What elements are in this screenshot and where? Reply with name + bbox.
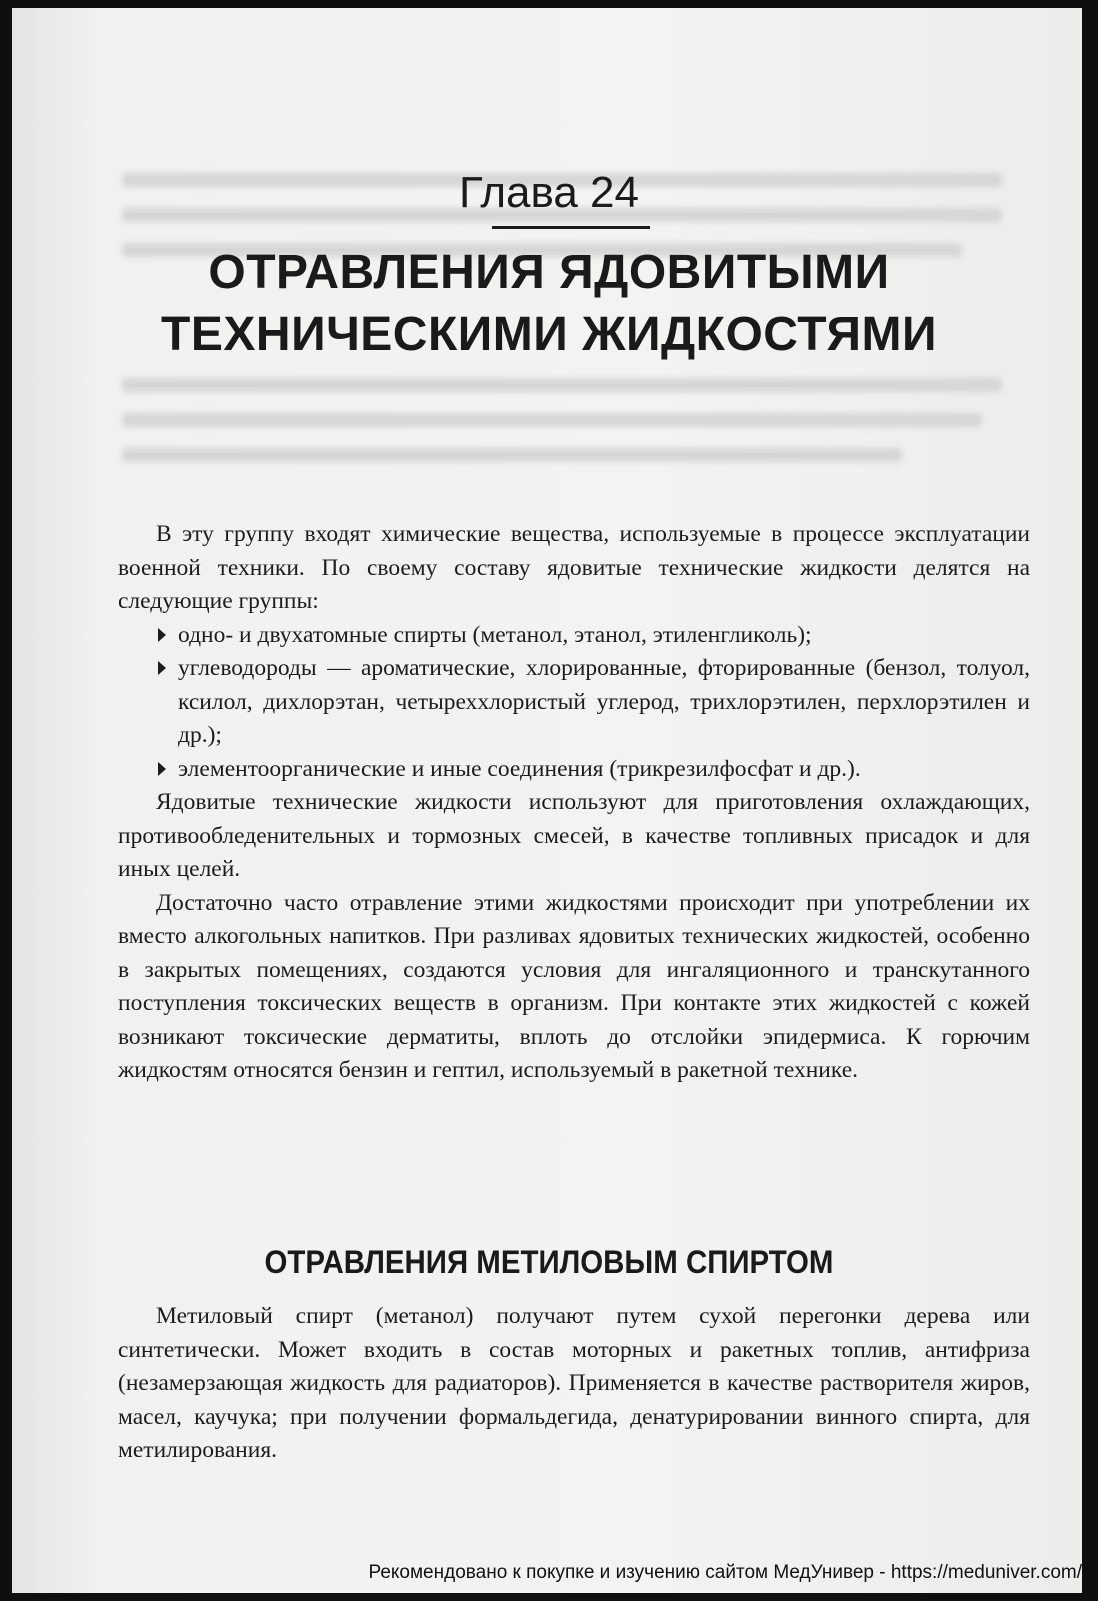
paragraph: Ядовитые технические жидкости используют для приготовления охлаждающих, противообледенительных и тормозных смесей, в качестве топливных присадок и для иных целей. bbox=[118, 789, 1030, 882]
paragraph: Достаточно часто отравление этими жидкостями происходит при употреблении их вместо алкогольных напитков. При разливах ядовитых технических жидкостей, особенно в закрытых помещениях, создаются условия для ингаляционного и транскутанного поступления токсических веществ в организм. При контакте этих жидкостей с кожей возникают токсические дерматиты, вплоть до отслойки эпидермиса. К горючим жидкостям относятся бензин и гептил, используемый в ракетной технике. bbox=[118, 889, 1030, 1083]
bleed-through-line bbox=[122, 413, 982, 427]
list-item-text: углеводороды — ароматические, хлорированные, фторированные (бензол, толуол, ксилол, дихлорэтан, четыреххлористый углерод, трихлорэтилен, перхлорэтилен и др.); bbox=[178, 655, 1030, 748]
chapter-label: Глава 24 bbox=[458, 168, 640, 217]
intro-lead-paragraph: В эту группу входят химические вещества, используемые в процессе эксплуатации военной техники. По своему составу ядовитые технические жидкости делятся на следующие группы: bbox=[118, 521, 1030, 614]
group-list bbox=[118, 619, 1030, 787]
list-item-text: одно- и двухатомные спирты (метанол, этанол, этиленгликоль); bbox=[178, 621, 812, 648]
section-text bbox=[118, 1300, 1030, 1468]
bullet-icon bbox=[158, 628, 166, 642]
chapter-title bbox=[0, 242, 1098, 366]
list-item bbox=[118, 753, 1030, 787]
paragraph: Метиловый спирт (метанол) получают путем сухой перегонки дерева или синтетически. Может входить в состав моторных и ракетных топлив, антифриза (незамерзающая жидкость для радиаторов). Применяется в качестве растворителя жиров, масел, каучука; при получении формальдегида, денатурировании винного спирта, для метилирования. bbox=[118, 1303, 1030, 1463]
section-title: ОТРАВЛЕНИЯ МЕТИЛОВЫМ СПИРТОМ bbox=[264, 1244, 834, 1280]
list-item bbox=[118, 652, 1030, 753]
chapter-title-line-1: ОТРАВЛЕНИЯ ЯДОВИТЫМИ bbox=[208, 246, 890, 299]
intro-text bbox=[118, 518, 1030, 1088]
chapter-underline bbox=[492, 226, 650, 229]
chapter-title-line-2: ТЕХНИЧЕСКИМИ ЖИДКОСТЯМИ bbox=[161, 308, 937, 361]
list-item bbox=[118, 619, 1030, 653]
bullet-icon bbox=[158, 661, 166, 675]
footer-watermark: Рекомендовано к покупке и изучению сайтом МедУнивер - https://meduniver.com/ bbox=[368, 1562, 1082, 1583]
bleed-through-line bbox=[122, 448, 902, 462]
list-item-text: элементоорганические и иные соединения (трикрезилфосфат и др.). bbox=[178, 755, 861, 782]
bleed-through-header bbox=[162, 103, 1042, 123]
bullet-icon bbox=[158, 762, 166, 776]
bleed-through-line bbox=[122, 378, 1002, 392]
